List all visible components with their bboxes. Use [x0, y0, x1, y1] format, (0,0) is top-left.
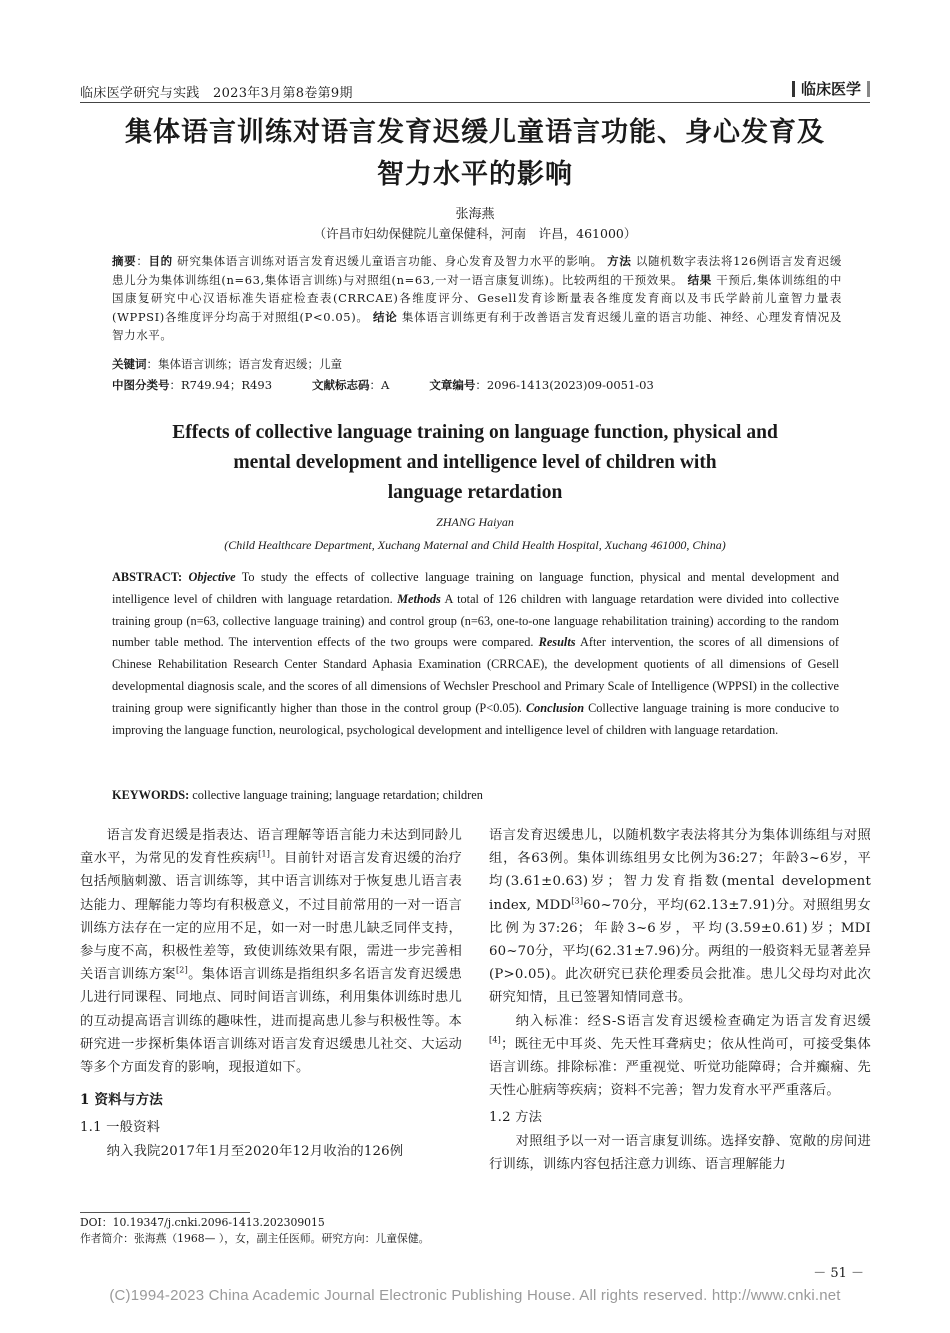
abstract-en-label: ABSTRACT:: [112, 570, 183, 584]
conclusion-cn: 集体语言训练更有利于改善语言发育迟缓儿童的语言功能、神经、心理发育情况及智力水平。: [112, 309, 842, 342]
citation: [4]: [489, 1035, 501, 1045]
body-text: 60~70分，平均(62.13±7.91)分。对照组男女比例为37:26；年龄3~6岁，平均(3.59±0.61)岁；MDI 60~70分，平均(62.31±7.96)分。两组的一般资料无显著差异(P>0.05)。此次研究已获伦理委员会批准。患儿父母均对此次研究知情，且已签署知情同意书。: [489, 897, 871, 1006]
article-no-label: 文章编号: [429, 378, 476, 392]
results-label-en: Results: [538, 635, 576, 650]
abstract-en: [112, 567, 839, 741]
doc-code-label: 文献标志码: [312, 378, 370, 392]
running-head: 临床医学研究与实践 2023年3月第8卷第9期: [80, 86, 353, 101]
affiliation-cn: （许昌市妇幼保健院儿童保健科，河南 许昌，461000）: [313, 226, 637, 241]
citation: [3]: [571, 896, 584, 906]
methods-cn: 以随机数字表法将126例语言发育迟缓患儿分为集体训练组(n=63,集体语言训练)与对照组(n=63,一对一语言康复训练)。比较两组的干预效果。: [112, 254, 843, 287]
section-tag-label: 临床医学: [800, 80, 861, 98]
subsection-heading: 1.2 方法: [489, 1110, 543, 1126]
page-number: － 51 －: [813, 1266, 864, 1281]
body-paragraph: 对照组予以一对一语言康复训练。选择安静、宽敞的房间进行训练，训练内容包括注意力训练、语言理解能力: [489, 1133, 871, 1172]
objective-label-en: Objective: [188, 570, 236, 584]
keywords-cn-label: 关键词: [112, 357, 147, 371]
objective-label-cn: 目的: [148, 254, 173, 268]
methods-label-cn: 方法: [607, 254, 632, 268]
results-cn: 干预后,集体训练组的中国康复研究中心汉语标准失语症检查表(CRRCAE)各维度评分、Gesell发育诊断量表各维度发育商以及韦氏学龄前儿童智力量表(WPPSI)各维度评分均高于对照组(P<0.05)。: [112, 272, 842, 324]
body-column-right: [489, 824, 871, 1176]
title-cn-line: 集体语言训练对语言发育迟缓儿童语言功能、身心发育及: [125, 117, 825, 148]
article-meta: [112, 377, 842, 393]
body-text: ；既往无中耳炎、先天性耳聋病史；依从性尚可，可接受集体语言训练。排除标准：严重视觉、听觉功能障碍；合并癫痫、先天性心脏病等疾病；资料不完善；智力发育水平严重落后。: [489, 1036, 871, 1099]
author-cn: 张海燕: [455, 207, 495, 222]
body-paragraph: [489, 824, 871, 1010]
tag-bar-icon: [792, 81, 795, 97]
results-en: After intervention, the scores of all dimensions of Chinese Rehabilitation Research Center Standard Aphasia Examination (CRRCAE), the development quotients of all dimensions of Gesell developmental diagnosis scale, and the scores of all dimensions of Wechsler Preschool and Primary Scale of Intelligence (WPPSI) in the collective training group were significantly higher than those in the control group (P<0.05).: [112, 635, 840, 715]
doc-code-value: A: [381, 378, 390, 392]
objective-cn: 研究集体语言训练对语言发育迟缓儿童语言功能、身心发育及智力水平的影响。: [177, 254, 603, 268]
citation: [1]: [258, 849, 271, 859]
objective-en: To study the effects of collective language training on language function, physical and mental development and intelligence level of children with language retardation.: [112, 570, 839, 606]
tag-bar-icon: [867, 81, 870, 97]
article-no: 文章编号：2096-1413(2023)09-0051-03: [429, 378, 654, 392]
title-en-line: mental development and intelligence level of children with: [233, 452, 717, 473]
doc-code: 文献标志码：A: [312, 378, 390, 392]
methods-en: A total of 126 children with language retardation were divided into collective training group (n=63, collective language training) and control group (n=63, one-to-one language rehabilitation training) according to the random number table method. The intervention effects of the two groups were compared.: [112, 591, 839, 650]
title-en-line: language retardation: [387, 482, 563, 503]
affiliation-en: (Child Healthcare Department, Xuchang Maternal and Child Health Hospital, Xuchang 461000, China): [224, 538, 726, 552]
keywords-en: [112, 788, 483, 803]
copyright-watermark: (C)1994-2023 China Academic Journal Electronic Publishing House. All rights reserved. http://www.cnki.net: [109, 1287, 841, 1304]
abstract-cn-label: 摘要: [112, 254, 137, 268]
paper-title-en: [110, 418, 840, 508]
results-label-cn: 结果: [687, 272, 712, 287]
conclusion-label-en: Conclusion: [525, 700, 585, 715]
body-text: 。目前针对语言发育迟缓的治疗包括颅脑刺激、语言训练等，其中语言训练对于恢复患儿语言表达能力、理解能力等均有积极意义，不过目前常用的一对一语言训练方法存在一定的应用不足，如一对一时患儿缺乏同伴支持，参与度不高，积极性差等，致使训练效果有限，需进一步完善相关语言训练方案: [80, 851, 462, 983]
paper-title-cn: [60, 112, 890, 196]
body-text: 语言发育迟缓患儿，以随机数字表法将其分为集体训练组与对照组，各63例。集体训练组男女比例为36:27；年龄3~6岁，平均(3.61±0.63)岁；智力发育指数(mental development index, MDD: [489, 828, 871, 913]
body-column-left: [80, 824, 462, 1163]
subsection-heading: 1.1 一般资料: [80, 1120, 161, 1136]
conclusion-en: Collective language training is more conducive to improving the language function, neurological, psychological development and intelligence level of children with language retardation.: [112, 700, 840, 737]
conclusion-label-cn: 结论: [373, 309, 398, 324]
section-heading: 1 资料与方法: [80, 1092, 163, 1109]
keywords-cn: 关键词：集体语言训练；语言发育迟缓；儿童: [112, 357, 342, 371]
methods-label-en: Methods: [397, 591, 441, 606]
doi: DOI：10.19347/j.cnki.2096-1413.202309015: [80, 1216, 325, 1229]
keywords-en-value: collective language training; language retardation; children: [192, 788, 483, 802]
title-en-line: Effects of collective language training on language function, physical and: [172, 422, 778, 443]
section-tag: [792, 78, 870, 99]
title-cn-line: 智力水平的影响: [377, 159, 573, 190]
clc-value: R749.94；R493: [181, 378, 273, 392]
keywords-en-label: KEYWORDS:: [112, 788, 190, 802]
footnote-rule: [80, 1212, 250, 1213]
author-bio: 作者简介：张海燕（1968— ），女，副主任医师。研究方向：儿童保健。: [80, 1232, 430, 1245]
article-no-value: 2096-1413(2023)09-0051-03: [486, 378, 654, 392]
body-paragraph: [80, 824, 462, 1079]
keywords-cn-value: 集体语言训练；语言发育迟缓；儿童: [158, 357, 342, 371]
header-rule: [80, 102, 870, 103]
author-en: ZHANG Haiyan: [436, 515, 514, 529]
clc-label: 中图分类号: [112, 378, 170, 392]
clc: 中图分类号：R749.94；R493: [112, 378, 273, 392]
body-text: 纳入标准：经S-S语言发育迟缓检查确定为语言发育迟缓: [515, 1013, 871, 1029]
body-text: 语言发育迟缓是指表达、语言理解等语言能力未达到同龄儿童水平，为常见的发育性疾病: [80, 828, 462, 867]
footnote: [80, 1215, 429, 1247]
body-paragraph: [489, 1010, 871, 1103]
abstract-cn: 摘要：目的 研究集体语言训练对语言发育迟缓儿童语言功能、身心发育及智力水平的影响。 方法 以随机数字表法将126例语言发育迟缓患儿分为集体训练组(n=63,集体语言训练)与对照组(n=63,一对一语言康复训练)。比较两组的干预效果。 结果 干预后,集体训练组的中国康复研究中心汉语标准失语症检查表(CRRCAE)各维度评分、Gesell发育诊断量表各维度发育商以及韦氏学龄前儿童智力量表(WPPSI)各维度评分均高于对照组(P<0.05)。 结论 集体语言训练更有利于改善语言发育迟缓儿童的语言功能、神经、心理发育情况及智力水平。: [112, 254, 843, 342]
citation: [2]: [175, 965, 188, 975]
body-paragraph: 纳入我院2017年1月至2020年12月收治的126例: [106, 1143, 404, 1159]
body-text: 。集体语言训练是指组织多名语言发育迟缓患儿进行同课程、同地点、同时间语言训练，利用集体训练时患儿的互动提高语言训练的趣味性，进而提高患儿参与积极性等。本研究进一步探析集体语言训练对语言发育迟缓患儿社交、大运动等多个方面发育的影响，现报道如下。: [80, 967, 463, 1076]
